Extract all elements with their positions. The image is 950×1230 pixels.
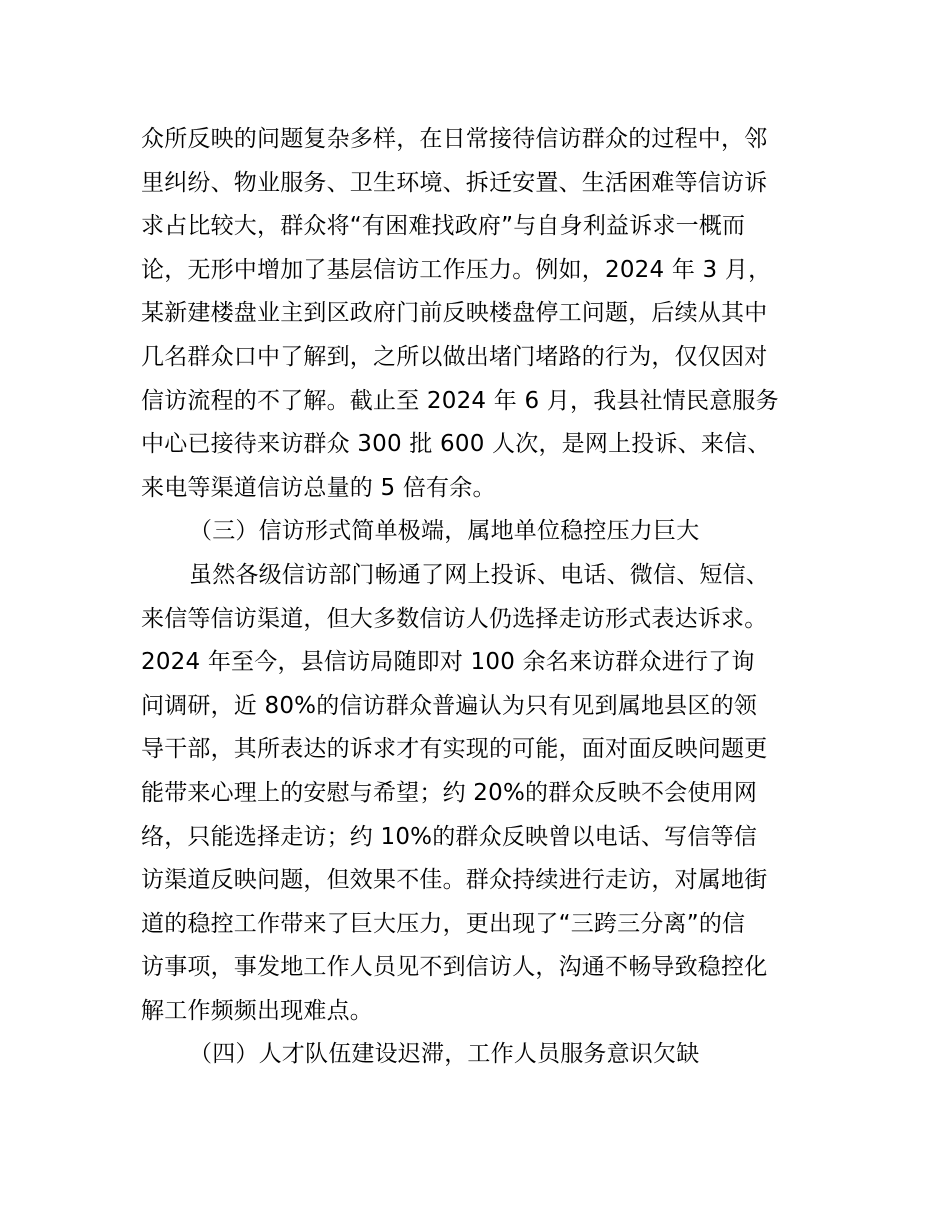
text-line: 信访流程的不了解。截止至 2024 年 6 月，我县社情民意服务 <box>141 387 779 414</box>
text-line: 众所反映的问题复杂多样，在日常接待信访群众的过程中，邻 <box>141 126 768 152</box>
section-heading-text: （三）信访形式简单极端，属地单位稳控压力巨大 <box>189 518 700 545</box>
text-line: 里纠纷、物业服务、卫生环境、拆迁安置、生活困难等信访诉 <box>141 169 768 196</box>
text-line: 来信等信访渠道，但大多数信访人仍选择走访形式表达诉求。 <box>141 605 768 632</box>
text-line: 道的稳控工作带来了巨大压力，更出现了“三跨三分离”的信 <box>141 910 746 937</box>
text-line: 能带来心理上的安慰与希望；约 20%的群众反映不会使用网 <box>141 779 758 806</box>
text-line: 来电等渠道信访总量的 5 倍有余。 <box>141 474 496 501</box>
text-line: 中心已接待来访群众 300 批 600 人次，是网上投诉、来信、 <box>141 431 771 458</box>
text-line: 解工作频频出现难点。 <box>141 997 373 1024</box>
section-heading-text: （四）人才队伍建设迟滞，工作人员服务意识欠缺 <box>189 1041 700 1068</box>
text-line: 某新建楼盘业主到区政府门前反映楼盘停工问题，后续从其中 <box>141 300 768 327</box>
text-line: 求占比较大，群众将“有困难找政府”与自身利益诉求一概而 <box>141 213 746 240</box>
section-heading-3 <box>141 510 813 554</box>
text-line: 导干部，其所表达的诉求才有实现的可能，面对面反映问题更 <box>141 736 768 763</box>
text-line: 络，只能选择走访；约 10%的群众反映曾以电话、写信等信 <box>141 823 758 850</box>
text-line: 访渠道反映问题，但效果不佳。群众持续进行走访，对属地街 <box>141 867 768 894</box>
text-line: 论，无形中增加了基层信访工作压力。例如，2024 年 3 月， <box>141 256 772 283</box>
paragraph-section-3 <box>141 554 813 1034</box>
text-line: 问调研，近 80%的信访群众普遍认为只有见到属地县区的领 <box>141 692 758 719</box>
paragraph-continued <box>141 118 813 510</box>
text-line: 几名群众口中了解到，之所以做出堵门堵路的行为，仅仅因对 <box>141 343 768 370</box>
text-line: 虽然各级信访部门畅通了网上投诉、电话、微信、短信、 <box>189 561 769 588</box>
text-line: 2024 年至今，县信访局随即对 100 余名来访群众进行了询 <box>141 649 755 676</box>
document-body <box>141 118 813 1077</box>
section-heading-4 <box>141 1033 813 1077</box>
text-line: 访事项，事发地工作人员见不到信访人，沟通不畅导致稳控化 <box>141 954 768 981</box>
